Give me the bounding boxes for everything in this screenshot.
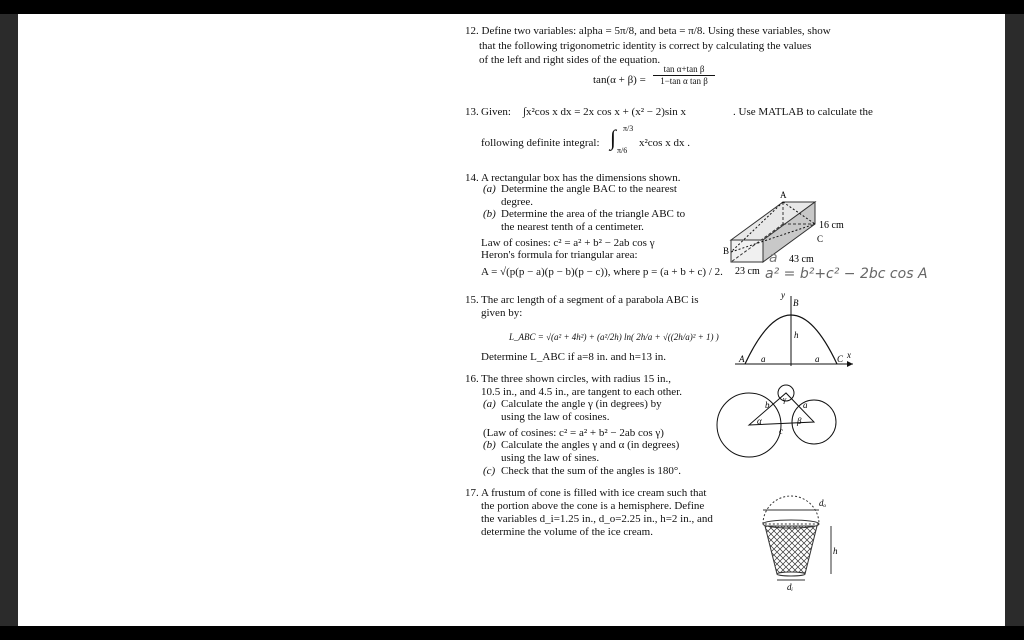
blank-left-margin [18, 14, 448, 626]
p14-dim-width: 23 cm [735, 266, 760, 277]
p12-lhs: tan(α + β) = [593, 74, 646, 86]
p15-fig-x: x [847, 350, 851, 360]
p17-line4: determine the volume of the ice cream. [481, 526, 653, 538]
p14-heron: Heron's formula for triangular area: [481, 249, 638, 261]
p12-line1: 12. Define two variables: alpha = 5π/8, and beta = π/8. Using these variables, show [465, 25, 831, 37]
p14-pt-c: C [817, 234, 824, 244]
p15-fig-a1: a [761, 354, 766, 364]
p16-b-line1: Calculate the angles γ and α (in degrees) [501, 439, 680, 451]
p16-a-line2: using the law of cosines. [501, 411, 610, 423]
p14-pt-a: A [780, 190, 787, 200]
p13-integrand: x²cos x dx . [639, 137, 690, 149]
p15-fig-b: B [793, 298, 799, 308]
p14-b-line1: Determine the area of the triangle ABC to [501, 208, 686, 220]
document-page [18, 14, 1005, 626]
p15-determine: Determine L_ABC if a=8 in. and h=13 in. [481, 351, 667, 363]
p13-number: 13. [465, 106, 479, 118]
p16-line2: 10.5 in., and 4.5 in., are tangent to each other. [481, 386, 682, 398]
p15-number: 15. [465, 294, 479, 306]
p14-number: 14. [465, 172, 479, 184]
p12-denominator: 1−tan α tan β [660, 76, 708, 86]
p12-numerator: tan α+tan β [653, 64, 715, 76]
p17-icecream-figure [759, 480, 849, 592]
p14-handwriting-eq: a² = b²+c² − 2bc cos A [765, 266, 928, 282]
p17-line3: the variables d_i=1.25 in., d_o=2.25 in., h=2 in., and [481, 513, 713, 525]
p15-fig-y: y [781, 290, 785, 300]
p16-b-label: (b) [483, 439, 496, 451]
p14-law: Law of cosines: c² = a² + b² − 2ab cos γ [481, 237, 655, 249]
p12-line3: of the left and right sides of the equation. [479, 54, 661, 66]
p15-line2: given by: [481, 307, 523, 319]
problem-content [465, 14, 1005, 626]
p17-fig-do: dₒ [819, 498, 827, 508]
p13-line2: following definite integral: [481, 137, 600, 149]
p14-a-label: (a) [483, 183, 496, 195]
p17-line2: the portion above the cone is a hemisphere. Define [481, 500, 705, 512]
p13-given: Given: [481, 106, 511, 118]
top-black-bar [0, 0, 1024, 14]
p16-a-line1: Calculate the angle γ (in degrees) by [501, 398, 662, 410]
p14-a-line1: Determine the angle BAC to the nearest [501, 183, 677, 195]
p15-parabola-figure [731, 290, 861, 372]
p13-upper-limit: π/3 [623, 124, 634, 133]
p16-a-label: (a) [483, 398, 496, 410]
p14-dim-depth: 43 cm [789, 254, 814, 265]
p15-fig-a2: a [815, 354, 820, 364]
p17-fig-h: h [833, 546, 838, 556]
p14-a-line2: degree. [501, 196, 534, 208]
p17-line1: A frustum of cone is filled with ice cream such that [481, 487, 707, 499]
p16-c-line1: Check that the sum of the angles is 180°. [501, 465, 682, 477]
p14-dim-height: 16 cm [819, 220, 844, 231]
p16-fig-gamma: γ [783, 395, 787, 404]
p13-integral: ∫x²cos x dx = 2x cos x + (x² − 2)sin x [523, 106, 686, 118]
p15-line1: The arc length of a segment of a parabola ABC is [481, 294, 699, 306]
p15-fig-h: h [794, 330, 799, 340]
p17-number: 17. [465, 487, 479, 499]
p15-formula: L_ABC = √(a² + 4h²) + (a²/2h) ln( 2h/a + √((2h/a)² + 1) ) [509, 332, 719, 342]
p16-fig-alpha: α [757, 416, 762, 426]
p16-fig-a: a [803, 400, 808, 410]
p16-circles-figure [713, 374, 843, 468]
p16-number: 16. [465, 373, 479, 385]
p14-b-line2: the nearest tenth of a centimeter. [501, 221, 644, 233]
p12-line2: that the following trigonometric identity is correct by calculating the values [479, 40, 812, 52]
p13-lower-limit: π/6 [617, 146, 628, 155]
p15-fig-c: C [837, 354, 844, 364]
p16-fig-beta: β [797, 416, 802, 426]
p15-fig-a-pt: A [739, 354, 745, 364]
p16-c-label: (c) [483, 465, 496, 477]
p14-heron-formula: A = √(p(p − a)(p − b)(p − c)), where p = (a + b + c) / 2. [481, 266, 723, 278]
p16-b-line2: using the law of sines. [501, 452, 600, 464]
p16-law: (Law of cosines: c² = a² + b² − 2ab cos γ) [483, 427, 664, 439]
p16-fig-b: b [765, 400, 770, 410]
p14-handwriting-a: a [769, 250, 778, 266]
p14-intro: A rectangular box has the dimensions shown. [481, 172, 681, 184]
p13-instruction: . Use MATLAB to calculate the [733, 106, 873, 118]
p14-pt-b: B [723, 246, 730, 256]
p13-integral-sign: ∫ [610, 125, 617, 150]
p17-fig-di: dᵢ [787, 582, 793, 592]
bottom-black-bar [0, 626, 1024, 640]
p16-fig-c: c [779, 426, 783, 436]
p14-b-label: (b) [483, 208, 496, 220]
p16-line1: The three shown circles, with radius 15 in., [481, 373, 672, 385]
